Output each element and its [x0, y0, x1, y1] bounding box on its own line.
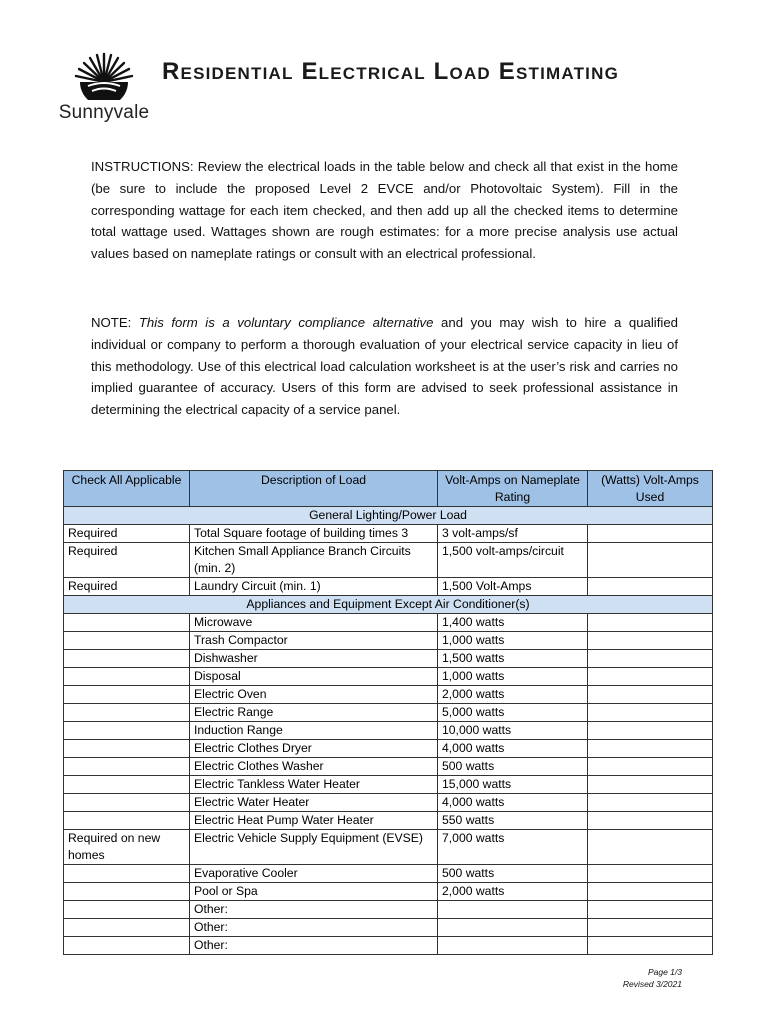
- volt-amps-cell: [438, 901, 588, 919]
- table-header-row: [64, 471, 713, 507]
- volt-amps-cell: 4,000 watts: [438, 794, 588, 812]
- watts-used-cell[interactable]: [588, 668, 713, 686]
- volt-amps-cell: 1,500 watts: [438, 650, 588, 668]
- table-section-row: [64, 596, 713, 614]
- table-row: [64, 740, 713, 758]
- volt-amps-cell: 7,000 watts: [438, 830, 588, 865]
- watts-used-cell[interactable]: [588, 919, 713, 937]
- watts-used-cell[interactable]: [588, 901, 713, 919]
- table-row: [64, 794, 713, 812]
- check-cell[interactable]: [64, 776, 190, 794]
- volt-amps-cell: 550 watts: [438, 812, 588, 830]
- header-volt-amps: Volt-Amps on Nameplate Rating: [438, 471, 588, 507]
- check-cell[interactable]: [64, 650, 190, 668]
- description-cell: Microwave: [190, 614, 438, 632]
- watts-used-cell[interactable]: [588, 704, 713, 722]
- check-cell[interactable]: [64, 812, 190, 830]
- table-row: [64, 865, 713, 883]
- table-row: [64, 632, 713, 650]
- table-row: [64, 830, 713, 865]
- table-row: [64, 776, 713, 794]
- description-cell: Evaporative Cooler: [190, 865, 438, 883]
- check-cell[interactable]: [64, 740, 190, 758]
- logo-text: Sunnyvale: [58, 102, 150, 123]
- load-table: [63, 470, 713, 955]
- sunnyvale-logo: [58, 52, 150, 132]
- volt-amps-cell: 500 watts: [438, 758, 588, 776]
- table-row: [64, 525, 713, 543]
- check-cell[interactable]: [64, 722, 190, 740]
- watts-used-cell[interactable]: [588, 937, 713, 955]
- volt-amps-cell: 15,000 watts: [438, 776, 588, 794]
- note-label: NOTE:: [91, 315, 139, 330]
- description-cell: Trash Compactor: [190, 632, 438, 650]
- header-watts-used: (Watts) Volt-Amps Used: [588, 471, 713, 507]
- page-footer: [623, 966, 682, 990]
- watts-used-cell[interactable]: [588, 830, 713, 865]
- description-cell: Other:: [190, 937, 438, 955]
- description-cell: Electric Vehicle Supply Equipment (EVSE): [190, 830, 438, 865]
- volt-amps-cell: 2,000 watts: [438, 686, 588, 704]
- table-row: [64, 722, 713, 740]
- description-cell: Kitchen Small Appliance Branch Circuits (min. 2): [190, 543, 438, 578]
- description-cell: Pool or Spa: [190, 883, 438, 901]
- check-cell[interactable]: [64, 883, 190, 901]
- table-row: [64, 614, 713, 632]
- volt-amps-cell: 1,500 Volt-Amps: [438, 578, 588, 596]
- check-cell[interactable]: [64, 614, 190, 632]
- table-row: [64, 919, 713, 937]
- check-cell[interactable]: [64, 704, 190, 722]
- page-number: Page 1/3: [647, 967, 682, 977]
- table-row: [64, 883, 713, 901]
- table-row: [64, 812, 713, 830]
- table-row: [64, 668, 713, 686]
- volt-amps-cell: 2,000 watts: [438, 883, 588, 901]
- volt-amps-cell: 5,000 watts: [438, 704, 588, 722]
- table-row: [64, 704, 713, 722]
- watts-used-cell[interactable]: [588, 614, 713, 632]
- volt-amps-cell: 10,000 watts: [438, 722, 588, 740]
- description-cell: Electric Heat Pump Water Heater: [190, 812, 438, 830]
- volt-amps-cell: 1,000 watts: [438, 632, 588, 650]
- instructions-label: INSTRUCTIONS:: [91, 159, 194, 174]
- revision-date: Revised 3/2021: [622, 979, 682, 989]
- table-row: [64, 578, 713, 596]
- volt-amps-cell: 3 volt-amps/sf: [438, 525, 588, 543]
- check-cell[interactable]: [64, 668, 190, 686]
- volt-amps-cell: [438, 937, 588, 955]
- volt-amps-cell: 4,000 watts: [438, 740, 588, 758]
- description-cell: Electric Oven: [190, 686, 438, 704]
- description-cell: Induction Range: [190, 722, 438, 740]
- instructions-text: Review the electrical loads in the table below and check all that exist in the home (be sure to include the proposed Level 2 EVCE and/or Photovoltaic System). Fill in the corresponding wattage for each item checked, and then add up all the checked items to determine total wattage used. Wattages shown are rough estimates: for a more precise analysis use actual values based on nameplate ratings or consult with an electrical professional.: [91, 159, 678, 262]
- volt-amps-cell: 1,400 watts: [438, 614, 588, 632]
- header-check: Check All Applicable: [64, 471, 190, 507]
- description-cell: Total Square footage of building times 3: [190, 525, 438, 543]
- volt-amps-cell: 1,500 volt-amps/circuit: [438, 543, 588, 578]
- sunrise-icon: [66, 52, 142, 100]
- watts-used-cell[interactable]: [588, 650, 713, 668]
- section-title: General Lighting/Power Load: [64, 507, 713, 525]
- table-row: [64, 758, 713, 776]
- check-cell[interactable]: [64, 686, 190, 704]
- watts-used-cell[interactable]: [588, 686, 713, 704]
- instructions-paragraph: [91, 156, 678, 265]
- watts-used-cell[interactable]: [588, 525, 713, 543]
- check-cell[interactable]: [64, 632, 190, 650]
- watts-used-cell[interactable]: [588, 543, 713, 578]
- check-cell[interactable]: Required: [64, 525, 190, 543]
- table-row: [64, 543, 713, 578]
- watts-used-cell[interactable]: [588, 776, 713, 794]
- description-cell: Dishwasher: [190, 650, 438, 668]
- watts-used-cell[interactable]: [588, 883, 713, 901]
- table-row: [64, 901, 713, 919]
- note-text: and you may wish to hire a qualified individual or company to perform a thorough evaluation of your electrical service capacity in lieu of this methodology. Use of this electrical load calculation worksheet is at the user’s risk and carries no implied guarantee of accuracy. Users of this form are advised to seek professional assistance in determining the electrical capacity of a service panel.: [91, 315, 678, 418]
- volt-amps-cell: 500 watts: [438, 865, 588, 883]
- table-section-row: [64, 507, 713, 525]
- header-description: Description of Load: [190, 471, 438, 507]
- watts-used-cell[interactable]: [588, 740, 713, 758]
- watts-used-cell[interactable]: [588, 632, 713, 650]
- watts-used-cell[interactable]: [588, 794, 713, 812]
- check-cell[interactable]: [64, 901, 190, 919]
- check-cell[interactable]: Required: [64, 578, 190, 596]
- watts-used-cell[interactable]: [588, 812, 713, 830]
- check-cell[interactable]: Required on new homes: [64, 830, 190, 865]
- description-cell: Electric Range: [190, 704, 438, 722]
- description-cell: Electric Clothes Washer: [190, 758, 438, 776]
- description-cell: Electric Water Heater: [190, 794, 438, 812]
- watts-used-cell[interactable]: [588, 578, 713, 596]
- table-row: [64, 686, 713, 704]
- description-cell: Electric Clothes Dryer: [190, 740, 438, 758]
- description-cell: Laundry Circuit (min. 1): [190, 578, 438, 596]
- section-title: Appliances and Equipment Except Air Conditioner(s): [64, 596, 713, 614]
- table-row: [64, 650, 713, 668]
- check-cell[interactable]: [64, 794, 190, 812]
- volt-amps-cell: [438, 919, 588, 937]
- description-cell: Other:: [190, 901, 438, 919]
- description-cell: Other:: [190, 919, 438, 937]
- check-cell[interactable]: [64, 937, 190, 955]
- page-title: Residential Electrical Load Estimating: [162, 58, 620, 85]
- watts-used-cell[interactable]: [588, 758, 713, 776]
- check-cell[interactable]: [64, 919, 190, 937]
- check-cell[interactable]: [64, 865, 190, 883]
- note-italic: This form is a voluntary compliance alternative: [138, 315, 434, 330]
- table-row: [64, 937, 713, 955]
- check-cell[interactable]: [64, 758, 190, 776]
- volt-amps-cell: 1,000 watts: [438, 668, 588, 686]
- watts-used-cell[interactable]: [588, 865, 713, 883]
- description-cell: Electric Tankless Water Heater: [190, 776, 438, 794]
- check-cell[interactable]: Required: [64, 543, 190, 578]
- watts-used-cell[interactable]: [588, 722, 713, 740]
- description-cell: Disposal: [190, 668, 438, 686]
- note-paragraph: [91, 312, 678, 421]
